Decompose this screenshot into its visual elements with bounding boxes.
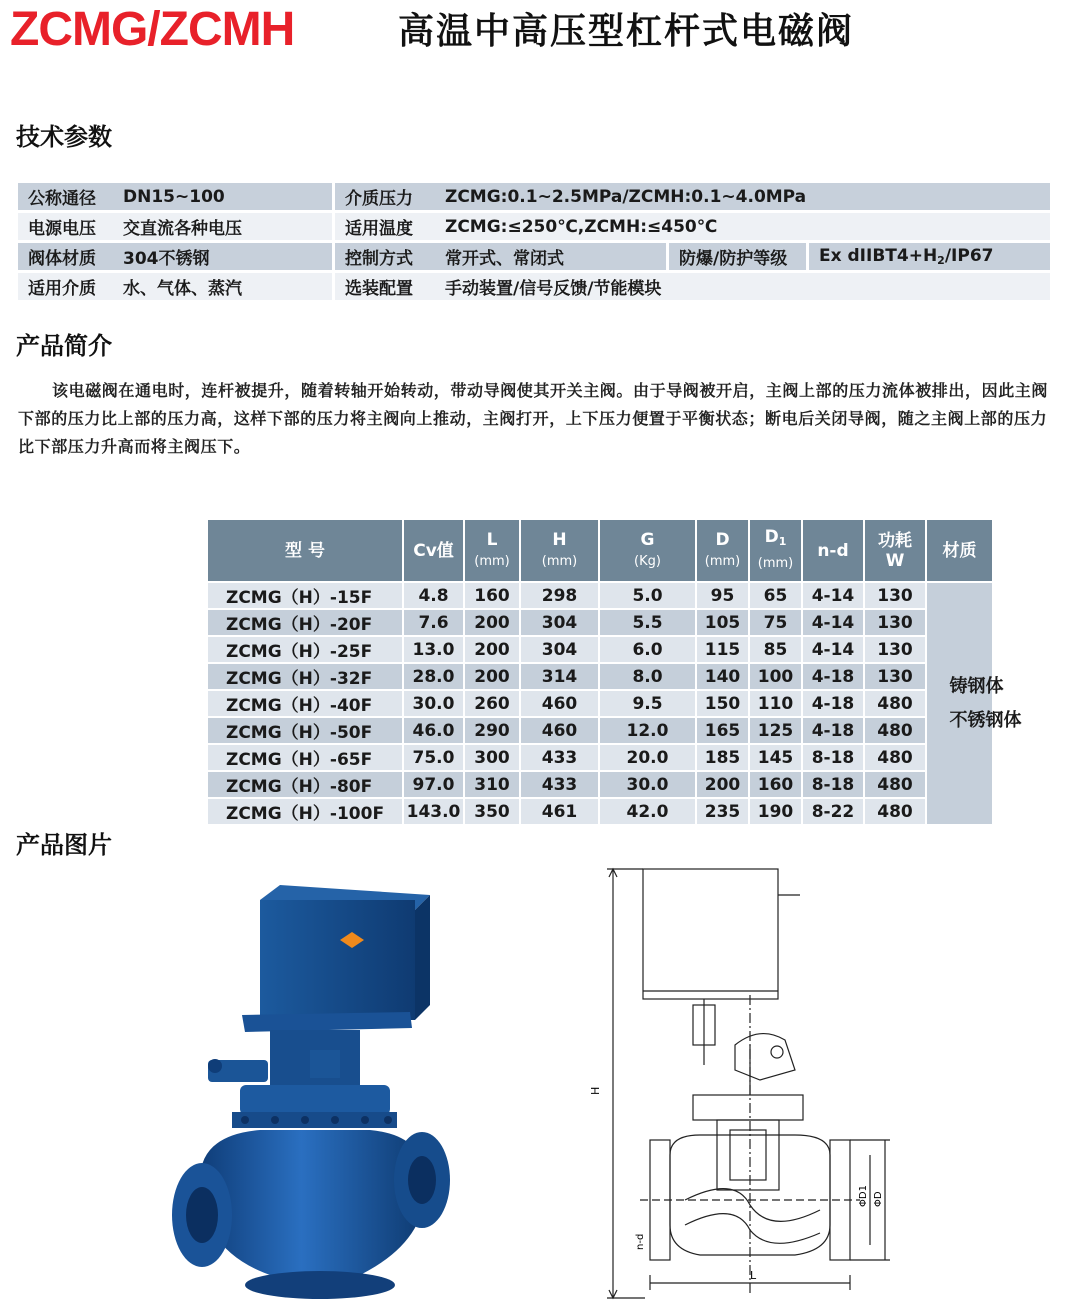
cell-l: 310 — [464, 771, 520, 798]
tech-spec-table — [18, 180, 1050, 303]
brand-logo: ZCMG/ZCMH — [10, 3, 295, 56]
cell-d: 140 — [696, 663, 749, 690]
spec-value: 交直流各种电压 — [113, 213, 335, 240]
col-power — [864, 519, 926, 582]
model-table-header — [207, 519, 993, 582]
col-d1-label: D — [764, 527, 779, 547]
cell-power: 480 — [864, 690, 926, 717]
subscript: 1 — [778, 535, 787, 548]
cell-nd: 4-18 — [802, 663, 864, 690]
cell-nd: 4-18 — [802, 717, 864, 744]
table-row — [207, 636, 993, 663]
model-table-body — [207, 582, 1022, 825]
col-l-label: L — [486, 529, 498, 550]
table-row — [207, 582, 993, 609]
cell-nd: 4-14 — [802, 636, 864, 663]
cell-d: 235 — [696, 798, 749, 825]
cell-nd: 8-18 — [802, 771, 864, 798]
table-row — [207, 744, 993, 771]
cell-d1: 65 — [749, 582, 802, 609]
technical-drawing — [585, 855, 915, 1305]
table-row — [207, 798, 993, 825]
table-row — [207, 663, 993, 690]
cell-model: ZCMG（H）-32F — [207, 663, 403, 690]
cell-nd: 4-18 — [802, 690, 864, 717]
dim-d1-label: ΦD1 — [858, 1185, 869, 1207]
spec-value: Ex dIIBT4+H — [819, 246, 938, 266]
col-h — [520, 519, 599, 582]
table-row — [207, 771, 993, 798]
cell-model: ZCMG（H）-50F — [207, 717, 403, 744]
cell-g: 42.0 — [599, 798, 696, 825]
cell-d1: 145 — [749, 744, 802, 771]
cell-model: ZCMG（H）-65F — [207, 744, 403, 771]
cell-power: 480 — [864, 771, 926, 798]
product-photo — [160, 880, 460, 1305]
cell-cv: 7.6 — [403, 609, 464, 636]
cell-cv: 28.0 — [403, 663, 464, 690]
cell-l: 200 — [464, 609, 520, 636]
cell-d1: 190 — [749, 798, 802, 825]
cell-h: 433 — [520, 744, 599, 771]
cell-l: 160 — [464, 582, 520, 609]
spec-row — [18, 183, 1050, 210]
cell-d: 95 — [696, 582, 749, 609]
spec-label: 控制方式 — [335, 243, 435, 270]
cell-d1: 125 — [749, 717, 802, 744]
dim-nd-label: n-d — [635, 1233, 646, 1250]
model-table — [206, 518, 1022, 826]
cell-h: 304 — [520, 636, 599, 663]
cell-h: 433 — [520, 771, 599, 798]
col-power-label: 功耗 — [878, 530, 912, 551]
col-power-unit: W — [885, 550, 905, 571]
cell-l: 350 — [464, 798, 520, 825]
cell-model: ZCMG（H）-40F — [207, 690, 403, 717]
cell-g: 12.0 — [599, 717, 696, 744]
spec-value: ZCMG:0.1~2.5MPa/ZCMH:0.1~4.0MPa — [435, 183, 1050, 210]
cell-g: 9.5 — [599, 690, 696, 717]
spec-label: 防爆/防护等级 — [669, 243, 809, 270]
cell-g: 5.0 — [599, 582, 696, 609]
spec-value: ZCMG:≤250℃,ZCMH:≤450℃ — [435, 213, 1050, 240]
intro-paragraph — [18, 377, 1050, 461]
intro-text: 该电磁阀在通电时，连杆被提升，随着转轴开始转动，带动导阀使其开关主阀。由于导阀被开启，主阀上部的压力流体被排出，因此主阀下部的压力比上部的压力高，这样下部的压力将主阀向上推动，主阀打开，上下压力便置于平衡状态；断电后关闭导阀，随之主阀上部的压力比下部压力升高而将主阀压下。 — [18, 381, 1049, 456]
spec-value-explosion — [809, 243, 1050, 270]
col-d1-unit: (mm) — [757, 556, 794, 571]
cell-l: 260 — [464, 690, 520, 717]
cell-h: 304 — [520, 609, 599, 636]
cell-h: 314 — [520, 663, 599, 690]
cell-cv: 46.0 — [403, 717, 464, 744]
cell-cv: 75.0 — [403, 744, 464, 771]
cell-cv: 4.8 — [403, 582, 464, 609]
spec-value: DN15~100 — [113, 183, 335, 210]
cell-g: 20.0 — [599, 744, 696, 771]
col-l-unit: (mm) — [474, 553, 510, 569]
cell-d1: 100 — [749, 663, 802, 690]
col-h-unit: (mm) — [541, 553, 578, 569]
cell-power: 480 — [864, 717, 926, 744]
cell-d1: 160 — [749, 771, 802, 798]
cell-h: 461 — [520, 798, 599, 825]
material-cast-steel: 铸钢体 — [949, 675, 1004, 697]
col-nd: n-d — [802, 519, 864, 582]
cell-d: 165 — [696, 717, 749, 744]
cell-d1: 75 — [749, 609, 802, 636]
spec-label: 阀体材质 — [18, 243, 113, 270]
cell-nd: 8-18 — [802, 744, 864, 771]
section-title-tech: 技术参数 — [16, 123, 112, 151]
col-g-label: G — [640, 529, 655, 550]
spec-label: 适用介质 — [18, 273, 113, 300]
cell-d: 115 — [696, 636, 749, 663]
cell-h: 298 — [520, 582, 599, 609]
cell-model: ZCMG（H）-15F — [207, 582, 403, 609]
section-title-images: 产品图片 — [16, 831, 112, 859]
cell-g: 8.0 — [599, 663, 696, 690]
cell-material — [926, 582, 1022, 825]
cell-l: 290 — [464, 717, 520, 744]
cell-power: 130 — [864, 636, 926, 663]
document-title: 高温中高压型杠杆式电磁阀 — [398, 10, 855, 52]
section-title-intro: 产品简介 — [16, 332, 112, 360]
col-g-unit: (Kg) — [634, 553, 661, 569]
cell-l: 200 — [464, 663, 520, 690]
cell-power: 130 — [864, 582, 926, 609]
dim-d-label: ΦD — [873, 1191, 884, 1207]
dim-l-label: L — [750, 1269, 757, 1282]
col-model: 型 号 — [207, 519, 403, 582]
spec-row — [18, 213, 1050, 240]
spec-row — [18, 273, 1050, 300]
cell-cv: 97.0 — [403, 771, 464, 798]
cell-h: 460 — [520, 717, 599, 744]
spec-value: 304不锈钢 — [113, 243, 335, 270]
cell-power: 130 — [864, 663, 926, 690]
cell-d: 200 — [696, 771, 749, 798]
cell-power: 480 — [864, 798, 926, 825]
col-d-unit: (mm) — [704, 553, 741, 569]
cell-d: 105 — [696, 609, 749, 636]
col-l — [464, 519, 520, 582]
cell-d: 185 — [696, 744, 749, 771]
table-row — [207, 609, 993, 636]
col-g — [599, 519, 696, 582]
spec-label: 介质压力 — [335, 183, 435, 210]
subscript: 2 — [937, 254, 945, 267]
cell-g: 6.0 — [599, 636, 696, 663]
cell-g: 30.0 — [599, 771, 696, 798]
col-d-label: D — [715, 529, 730, 550]
cell-l: 300 — [464, 744, 520, 771]
cell-l: 200 — [464, 636, 520, 663]
col-h-label: H — [552, 529, 567, 550]
cell-cv: 13.0 — [403, 636, 464, 663]
spec-value: 手动装置/信号反馈/节能模块 — [435, 273, 1050, 300]
spec-row — [18, 243, 1050, 270]
cell-model: ZCMG（H）-25F — [207, 636, 403, 663]
table-row — [207, 690, 993, 717]
col-cv: Cv值 — [403, 519, 464, 582]
cell-nd: 8-22 — [802, 798, 864, 825]
cell-d: 150 — [696, 690, 749, 717]
spec-label: 公称通径 — [18, 183, 113, 210]
col-material: 材质 — [926, 519, 993, 582]
cell-cv: 30.0 — [403, 690, 464, 717]
cell-model: ZCMG（H）-100F — [207, 798, 403, 825]
cell-power: 480 — [864, 744, 926, 771]
cell-nd: 4-14 — [802, 582, 864, 609]
cell-g: 5.5 — [599, 609, 696, 636]
cell-cv: 143.0 — [403, 798, 464, 825]
spec-value: /IP67 — [944, 246, 994, 266]
table-row — [207, 717, 993, 744]
material-stainless-steel: 不锈钢体 — [949, 709, 1022, 731]
col-d — [696, 519, 749, 582]
cell-d1: 85 — [749, 636, 802, 663]
spec-label: 选装配置 — [335, 273, 435, 300]
cell-model: ZCMG（H）-20F — [207, 609, 403, 636]
spec-value: 常开式、常闭式 — [435, 243, 669, 270]
spec-label: 电源电压 — [18, 213, 113, 240]
cell-d1: 110 — [749, 690, 802, 717]
cell-model: ZCMG（H）-80F — [207, 771, 403, 798]
cell-h: 460 — [520, 690, 599, 717]
col-d1 — [749, 519, 802, 582]
cell-power: 130 — [864, 609, 926, 636]
cell-nd: 4-14 — [802, 609, 864, 636]
spec-value: 水、气体、蒸汽 — [113, 273, 335, 300]
dim-h-label: H — [589, 1086, 602, 1095]
spec-label: 适用温度 — [335, 213, 435, 240]
